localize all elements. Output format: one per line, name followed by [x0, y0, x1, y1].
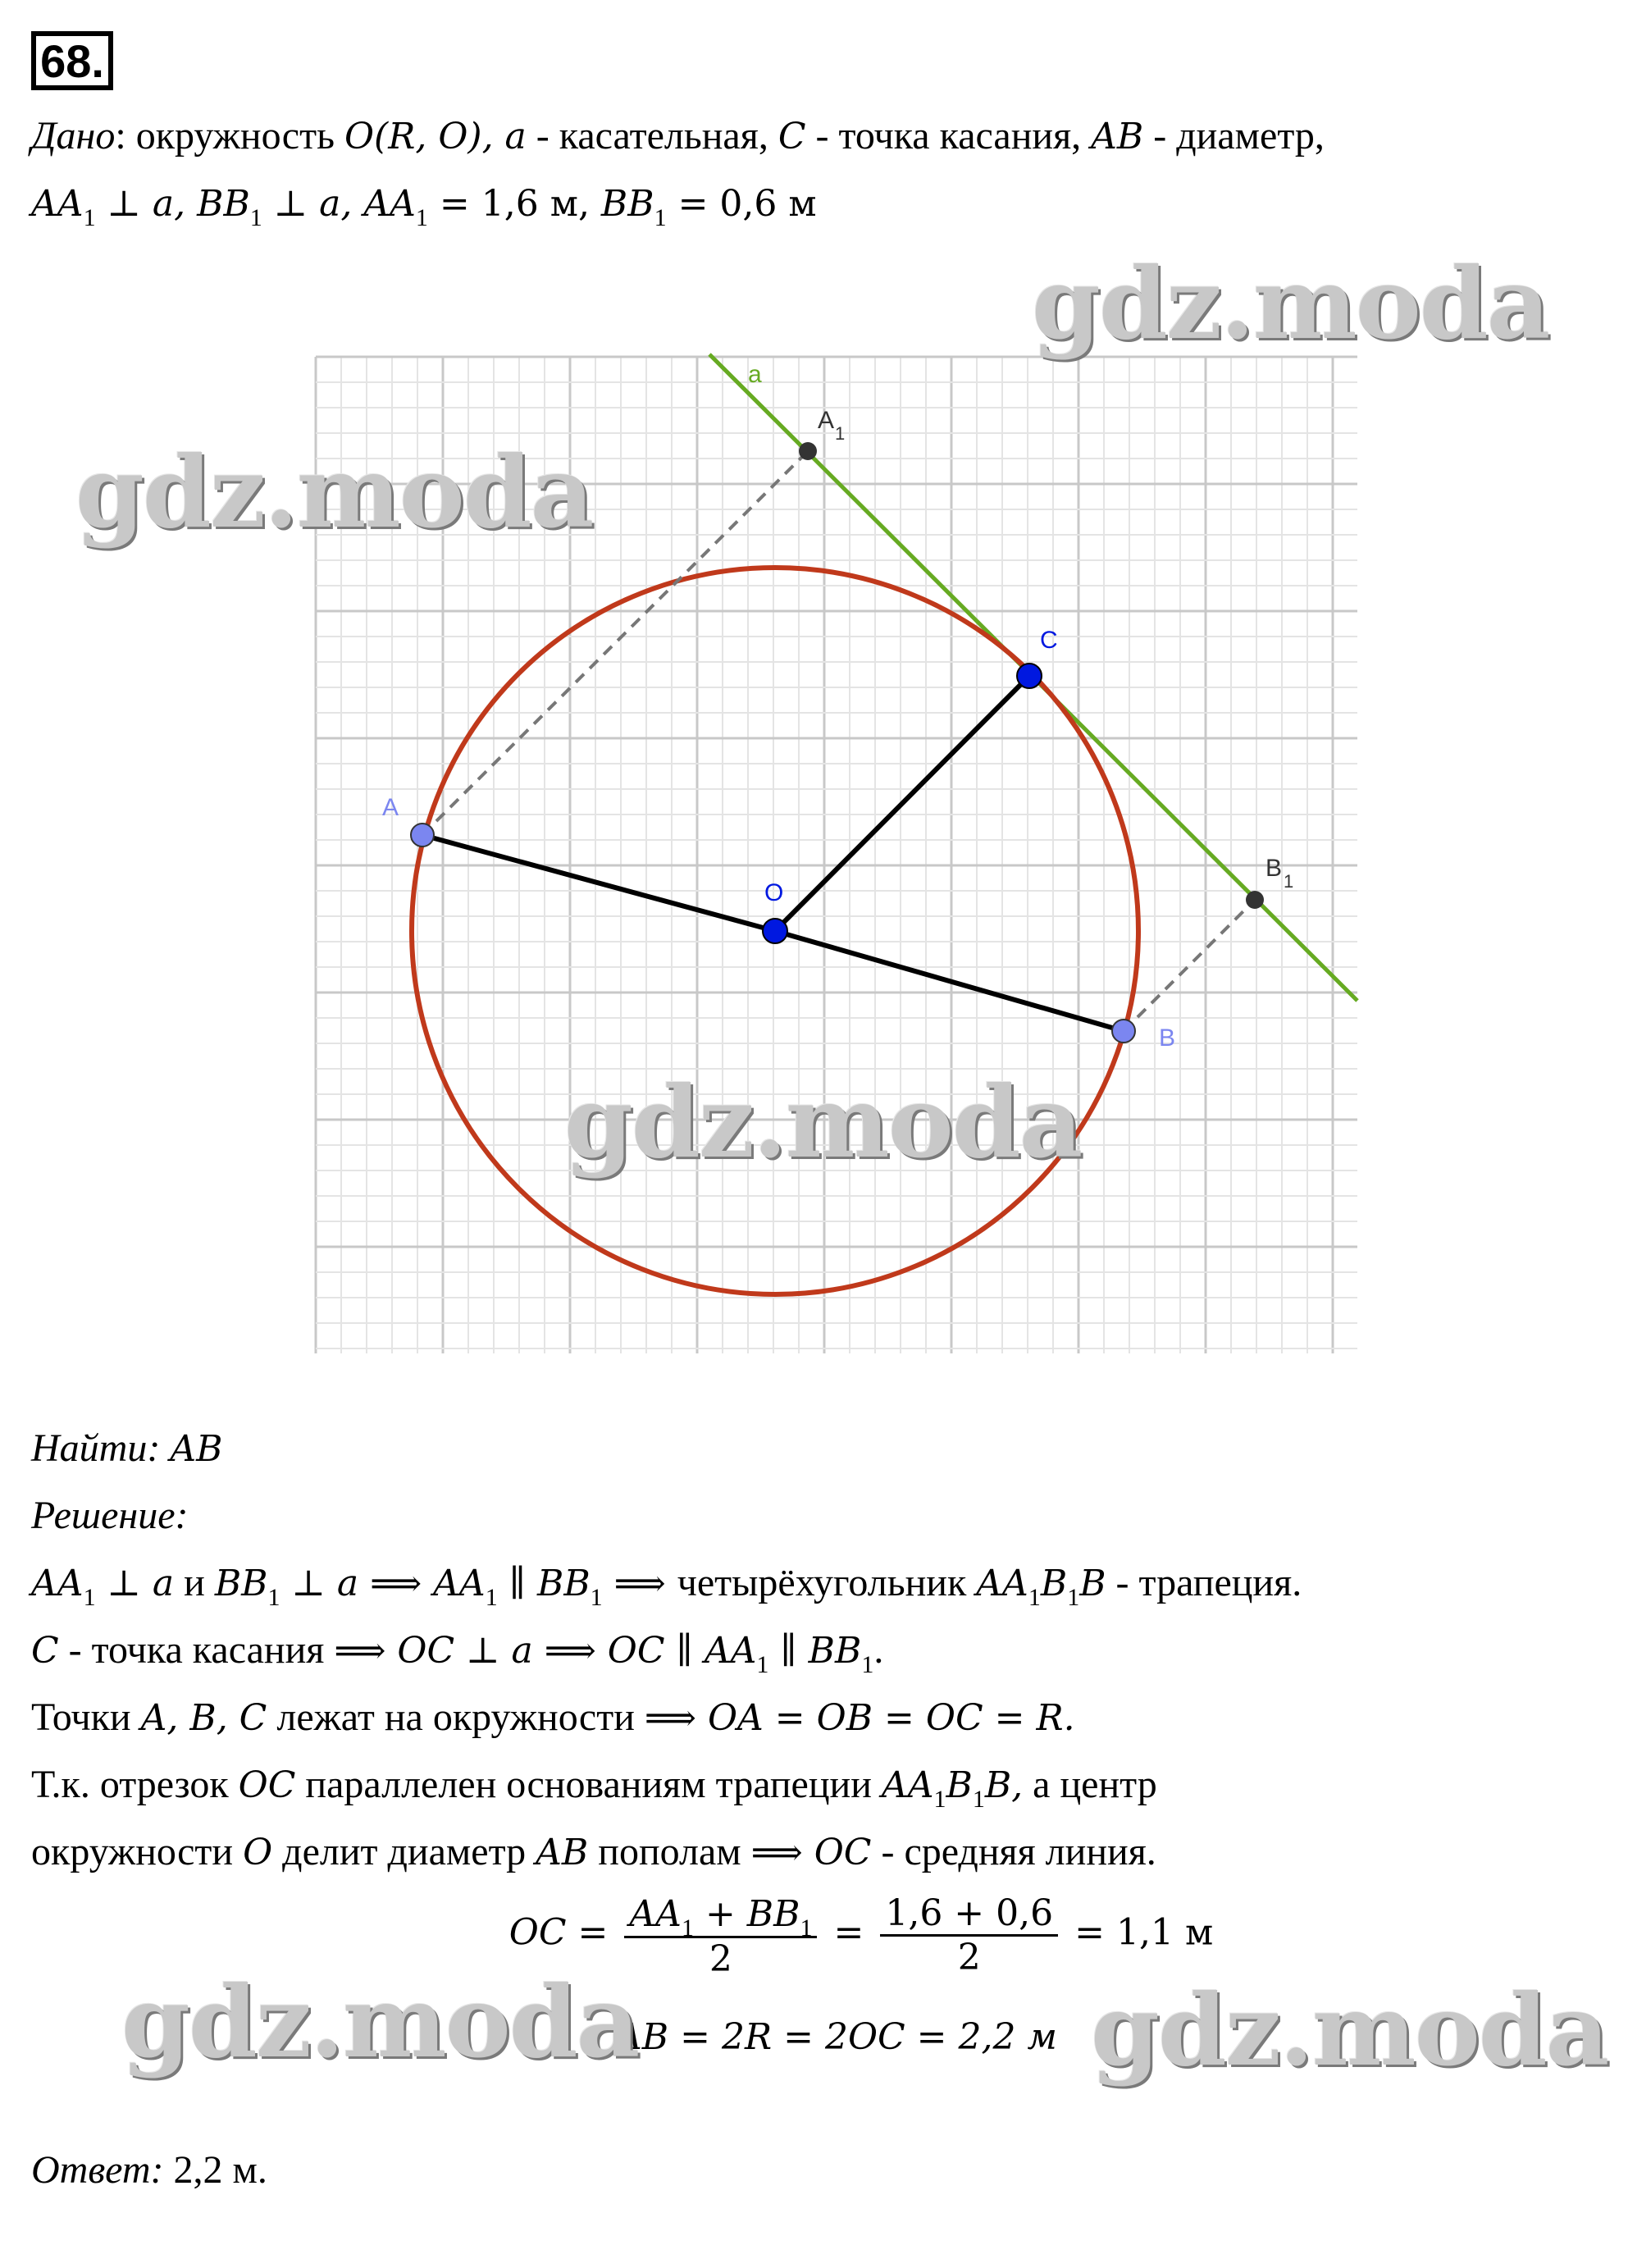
given-label: Дано — [31, 114, 116, 157]
given-line-2: 𝐴𝐴$_1$ ⊥ 𝑎, 𝐵𝐵$_1$ ⊥ 𝑎, 𝐴𝐴$_1$ = 1,6 м, 𝐵𝐵$_1$ = 0,6 м — [31, 183, 817, 231]
watermark: gdz.moda — [1091, 1973, 1608, 2088]
fraction-1: $\frac{𝐴𝐴_1 + 𝐵𝐵_1}{2}$ — [624, 1891, 817, 1980]
point-a1 — [799, 442, 817, 460]
point-b1 — [1246, 891, 1264, 909]
point-a — [411, 824, 434, 847]
formula-oc: 𝑂𝐶 = $\frac{𝐴𝐴_1 + 𝐵𝐵_1}{2}$ = $\frac{1,6 + 0,6}{2}$ = 1,1 м — [508, 1892, 1214, 1980]
label-o: O — [764, 879, 784, 906]
find-line: Найти: 𝐴𝐵 — [31, 1426, 223, 1470]
label-a: A — [382, 794, 399, 821]
label-c: C — [1040, 627, 1058, 654]
given-line-1: Дано: окружность 𝑂(𝑅, 𝑂), 𝑎 - касательная, 𝐶 - точка касания, 𝐴𝐵 - диаметр, — [31, 114, 1325, 157]
watermark: gdz.moda — [121, 1965, 639, 2080]
point-c — [1017, 664, 1042, 688]
label-b1: B — [1265, 855, 1283, 882]
solution-line-2: 𝐶 - точка касания ⟹ 𝑂𝐶 ⊥ 𝑎 ⟹ 𝑂𝐶 ∥ 𝐴𝐴$_1$ ∥ 𝐵𝐵$_1$. — [31, 1628, 884, 1678]
watermark: gdz.moda — [75, 435, 593, 550]
answer-line: Ответ: 2,2 м. — [31, 2148, 267, 2192]
label-tangent-a: a — [748, 361, 762, 388]
label-b: B — [1159, 1024, 1176, 1052]
problem-number: 68. — [31, 31, 113, 90]
segment-oc — [775, 676, 1029, 931]
segment-ob — [775, 931, 1124, 1031]
label-b1-sub: 1 — [1284, 871, 1294, 892]
label-a1-sub: 1 — [835, 423, 846, 444]
formula-ab: 𝐴𝐵 = 2𝑅 = 2𝑂𝐶 = 2,2 м — [616, 2016, 1057, 2058]
point-o — [763, 919, 787, 943]
point-b — [1112, 1020, 1135, 1043]
solution-label: Решение: — [31, 1494, 189, 1537]
watermark: gdz.moda — [564, 1065, 1082, 1180]
fraction-2: $\frac{1,6 + 0,6}{2}$ — [880, 1892, 1058, 1978]
label-a1: A — [818, 407, 835, 434]
solution-line-1: 𝐴𝐴$_1$ ⊥ 𝑎 и 𝐵𝐵$_1$ ⊥ 𝑎 ⟹ 𝐴𝐴$_1$ ∥ 𝐵𝐵$_1$ ⟹ четырёхугольник 𝐴𝐴$_1$𝐵$_1$𝐵 - трапеция. — [31, 1561, 1302, 1611]
watermark: gdz.moda — [1032, 246, 1549, 362]
solution-line-5: окружности 𝑂 делит диаметр 𝐴𝐵 пополам ⟹ 𝑂𝐶 - средняя линия. — [31, 1830, 1156, 1873]
solution-line-4: Т.к. отрезок 𝑂𝐶 параллелен основаниям трапеции 𝐴𝐴$_1$𝐵$_1$𝐵, а центр — [31, 1763, 1157, 1813]
dashed-bb1 — [1124, 900, 1255, 1031]
solution-line-3: Точки 𝐴, 𝐵, 𝐶 лежат на окружности ⟹ 𝑂𝐴 = 𝑂𝐵 = 𝑂𝐶 = 𝑅. — [31, 1695, 1075, 1739]
